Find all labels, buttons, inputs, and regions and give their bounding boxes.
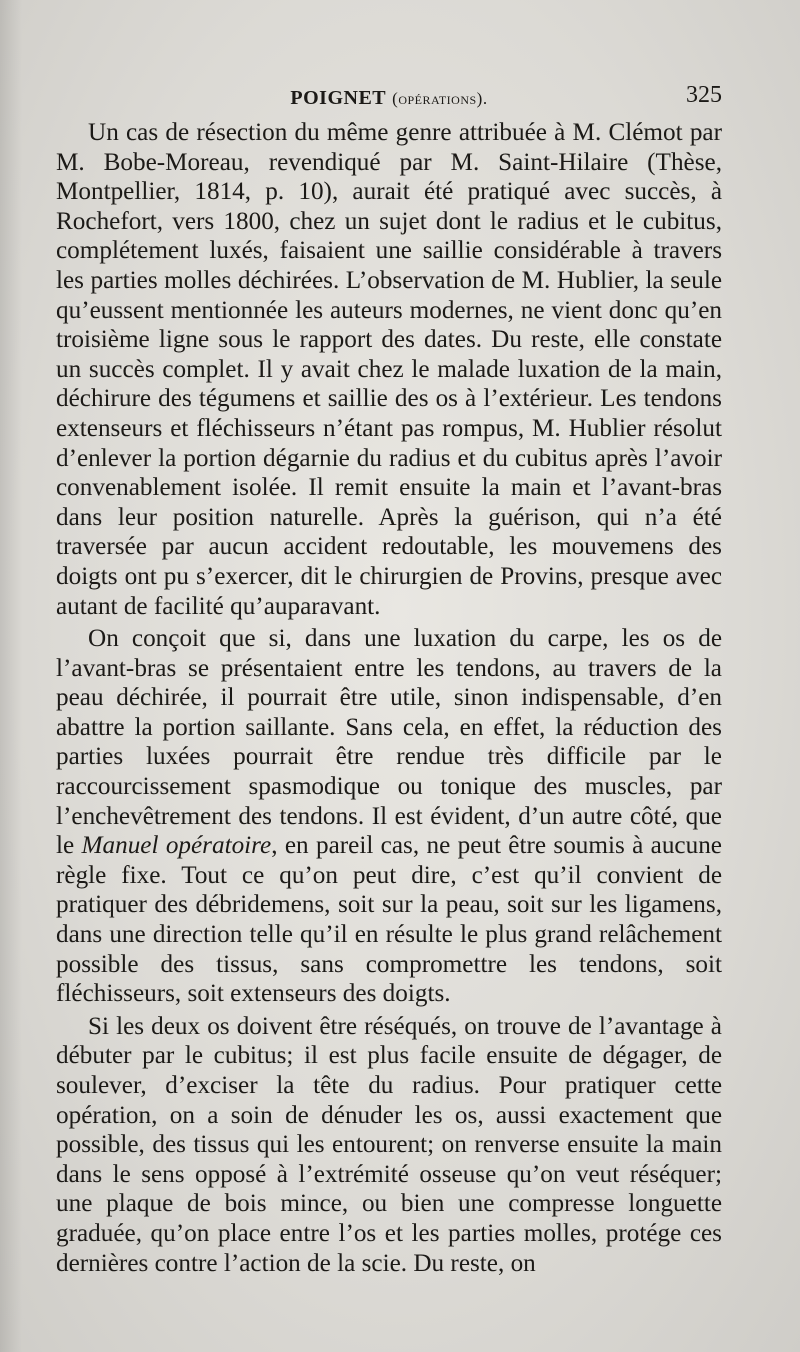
page-number: 325 bbox=[686, 82, 722, 108]
paragraph-2 bbox=[56, 624, 722, 1009]
page-header bbox=[56, 84, 722, 114]
paragraph-2-text-b: , en pareil cas, ne peut être soumis à aucune règle fixe. Tout ce qu’on peut dire, c’est qu’il convient de pratiquer des débridemens, soit sur la peau, soit sur les ligamens, dans une direction telle qu’il en résulte le plus grand relâchement possible des tissus, sans compromettre les tendons, soit fléchisseurs, soit extenseurs des doigts. bbox=[56, 832, 722, 1008]
paragraph-3: Si les deux os doivent être réséqués, on trouve de l’avantage à débuter par le cubitus; il est plus facile ensuite de dégager, de soulever, d’exciser la tête du radius. Pour pratiquer cette opération, on a soin de dénuder les os, aussi exactement que possible, des tissus qui les entourent; on renverse ensuite la main dans le sens opposé à l’extrémité osseuse qu’on veut réséquer; une plaque de bois mince, ou bien une compresse longuette graduée, qu’on place entre l’os et les parties molles, protége ces dernières contre l’action de la scie. Du reste, on bbox=[56, 1012, 722, 1277]
running-head-sub: (opérations). bbox=[392, 89, 488, 108]
running-head-main: POIGNET bbox=[290, 87, 387, 109]
paragraph-1: Un cas de résection du même genre attribuée à M. Clémot par M. Bobe-Moreau, revendiqué par M. Saint-Hilaire (Thèse, Montpellier, 1814, p. 10), aurait été pratiqué avec succès, à Rochefort, vers 1800, chez un sujet dont le radius et le cubitus, complétement luxés, faisaient une saillie considérable à travers les parties molles déchirées. L’observation de M. Hublier, la seule qu’eussent mentionnée les auteurs modernes, ne vient donc qu’en troisième ligne sous le rapport des dates. Du reste, elle constate un succès complet. Il y avait chez le malade luxation de la main, déchirure des tégumens et saillie des os à l’extérieur. Les tendons extenseurs et fléchisseurs n’étant pas rompus, M. Hublier résolut d’enlever la portion dégarnie du radius et du cubitus après l’avoir convenablement isolée. Il remit ensuite la main et l’avant-bras dans leur position naturelle. Après la guérison, qui n’a été traversée par aucun accident redoutable, les mouvemens des doigts ont pu s’exercer, dit le chirurgien de Provins, presque avec autant de facilité qu’auparavant. bbox=[56, 119, 722, 620]
paragraph-2-italic-title: Manuel opératoire bbox=[81, 832, 272, 860]
page-gutter-shadow bbox=[0, 0, 22, 1352]
paragraph-2-text-a: On conçoit que si, dans une luxation du carpe, les os de l’avant-bras se présentaient entre les tendons, au travers de la peau déchirée, il pourrait être utile, sinon indispensable, d’en abattre la portion saillante. Sans cela, en effet, la réduction des parties luxées pourrait être rendue très difficile par le raccourcissement spasmodique ou tonique des muscles, par l’enchevêtrement des tendons. Il est évident, d’un autre côté, que le bbox=[56, 625, 722, 860]
body-text bbox=[56, 118, 722, 1278]
running-head bbox=[56, 84, 722, 110]
